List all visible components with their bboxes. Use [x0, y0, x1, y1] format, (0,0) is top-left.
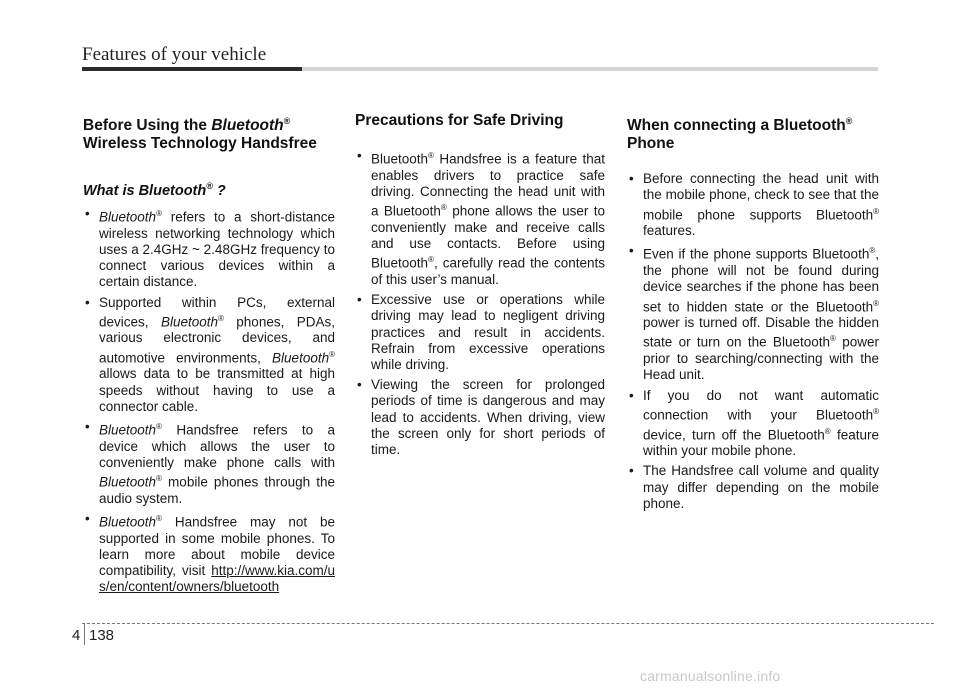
subheading-what-is-bluetooth: What is Bluetooth® ? — [83, 181, 226, 199]
column-connecting-phone — [627, 112, 879, 516]
precautions-list — [355, 148, 605, 458]
section-heading-before-using: Before Using the Bluetooth® Wireless Technology Handsfree — [83, 116, 317, 153]
list-item: • Supported within PCs, external devices, Bluetooth® phones, PDAs, various electronic devices, and automotive environments, Bluetooth® allows data to be transmitted at high speeds without having to use a connector cable. — [83, 295, 335, 415]
column-safe-driving — [355, 112, 605, 462]
page-number-divider — [84, 623, 85, 645]
list-item: • The Handsfree call volume and quality may differ depending on the mobile phone. — [627, 463, 879, 512]
list-item: • Bluetooth® Handsfree is a feature that enables drivers to practice safe driving. Connecting the head unit with a Bluetooth® phone allows the user to conveniently make and receive calls and use contacts. Before using Bluetooth®, carefully read the contents of this user’s manual. — [355, 148, 605, 288]
list-item: • Bluetooth® refers to a short-distance wireless networking technology which uses a 2.4GHz ~ 2.48GHz frequency to connect various devices within a certain distance. — [83, 206, 335, 291]
compatibility-link[interactable]: http://www.kia.com/us/en/content/owners/bluetooth — [99, 563, 335, 595]
connecting-list — [627, 171, 879, 512]
list-item: • Even if the phone supports Bluetooth®, the phone will not be found during device searches if the phone has been set to hidden state or the Bluetooth® power is turned off. Disable the hidden state or turn on the Bluetooth® power prior to searching/connecting with the Head unit. — [627, 243, 879, 383]
intro-list — [83, 206, 335, 595]
watermark: carmanualsonline.info — [640, 668, 781, 684]
page-header-title: Features of your vehicle — [82, 44, 267, 65]
list-item: • Bluetooth® Handsfree refers to a device which allows the user to conveniently make phone calls with Bluetooth® mobile phones through the audio system. — [83, 419, 335, 507]
section-heading-connecting: When connecting a Bluetooth® Phone — [627, 116, 853, 153]
header-rule-accent — [82, 67, 302, 71]
list-item: • Excessive use or operations while driving may lead to negligent driving practices and result in accidents. Refrain from excessive operations while driving. — [355, 292, 605, 373]
header-rule — [82, 67, 878, 71]
list-item: • Bluetooth® Handsfree may not be supported in some mobile phones. To learn more about mobile device compatibility, visit http://www.kia.com/us/en/content/owners/bluetooth — [83, 511, 335, 596]
section-heading-precautions: Precautions for Safe Driving — [355, 112, 564, 129]
section-number: 4 — [72, 627, 81, 644]
page-number: 138 — [89, 627, 115, 644]
column-bluetooth-intro — [83, 112, 335, 599]
footer-rule — [82, 623, 934, 624]
list-item: • If you do not want automatic connection with your Bluetooth® device, turn off the Bluetooth® feature within your mobile phone. — [627, 388, 879, 460]
list-item: • Viewing the screen for prolonged periods of time is dangerous and may lead to accidents. When driving, view the screen only for short periods of time. — [355, 377, 605, 458]
list-item: • Before connecting the head unit with the mobile phone, check to see that the mobile phone supports Bluetooth® features. — [627, 171, 879, 239]
